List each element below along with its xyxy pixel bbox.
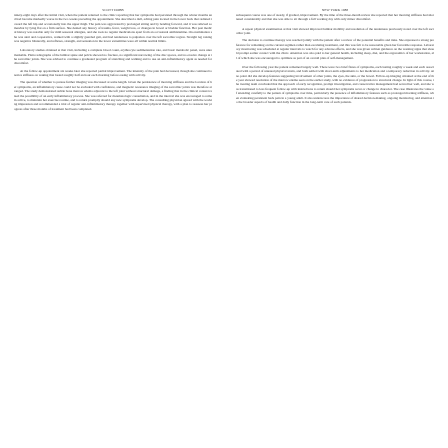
right-column [236,8,434,444]
left-running-head: SCOTT DOBB [102,8,124,12]
right-paragraph-3: The decision to continue therapy was reached jointly with the patient after a review of the potential benefits and risks. She expressed a strong preference for remaining on the current regimen rather than escalating treatment, and this was felt to be reasonable given her favorable response. Laboratory monitoring was scheduled at regular intervals to watch for any adverse effects, and she was given written guidance on the warning signs that should prompt earlier contact with the clinic. Attention was also paid to her general health, including sleep, diet, and the ergonomics of her workstation, all of which she was encouraged to optimize as part of an overall plan of self-management. [236,38,434,60]
right-paragraph-4: Over the following year the patient remained largely well. There were two brief flares of symptoms, each lasting roughly a week and each associated with a period of unusual physical strain, and both settled with short-term adjustments to her medication and a temporary reduction in activity. At no point did she develop features suggesting involvement of other joints, the eyes, the skin, or the bowel. Follow-up imaging obtained at the end of the year showed resolution of the marrow edema seen on the earlier study, with no evidence of progression to structural change. In light of this course, the treating team concluded that the approach of early recognition, prompt investigation, and conservative management had served her well, and she was transitioned to less frequent follow-up with instructions to return should her symptoms recur or change in character. The case illustrates the value of attending carefully to the pattern of symptoms over time, particularly the presence of inflammatory features such as prolonged morning stiffness, when evaluating persistent back pain in a young adult. It also underscores the importance of shared decision-making, ongoing monitoring, and attention to the broader aspects of health and daily function in the long-term care of such patients. [236,65,434,104]
right-running-head: NEW YORK 1988 [321,8,349,12]
left-paragraph-3: At the follow-up appointment six weeks later she reported partial improvement. The intensity of the pain had decreased, though she continued to notice stiffness on waking that lasted roughly half an hour each morning before easing with activity. [14,68,212,78]
left-paragraph-4: The question of whether to pursue further imaging was discussed at some length. Given the persistence of morning stiffness and the location of her symptoms, an inflammatory cause could not be excluded with confidence, and magnetic resonance imaging of the sacroiliac joints was therefore arranged. The study demonstrated subtle bone marrow edema adjacent to the left joint without structural damage, a finding that in the clinical context raised the possibility of an early inflammatory process. She was referred for rheumatologic consultation, and in the interval she was encouraged to remain active, to maintain her exercise routine, and to return promptly should any new symptoms develop. The consulting physician agreed with the working impression and recommended a trial of regular anti-inflammatory therapy together with supervised physical therapy, with a plan to reassess her progress after three months of treatment had been completed. [14,80,212,111]
left-paragraph-1: ninety-eight days after the initial visit, when the patient returned to the clinic reporting that her symptoms had persisted through the winter months and had become markedly worse in the two weeks preceding the appointment. She described a dull, aching pain located in the lower back that radiated toward the left hip and occasionally into the upper thigh. The pain was aggravated by prolonged sitting and by bending forward, and it was relieved somewhat by lying flat on a firm surface. She denied any history of trauma, fever, weight loss, or changes in bowel or bladder function. Her past medical history was notable only for mild seasonal allergies, and she took no regular medications apart from an occasional antihistamine. On examination she was alert and cooperative, walked with a slightly guarded gait, and had tenderness to palpation over the left sacroiliac region. Straight leg raising was negative bilaterally, and reflexes, strength, and sensation in the lower extremities were all within normal limits. [14,13,212,44]
right-paragraph-2: A repeat physical examination at that visit showed improved lumbar mobility and resolution of the tenderness previously noted over the left sacroiliac joint. [236,26,434,36]
left-paragraph-2: Laboratory studies obtained at that visit, including a complete blood count, erythrocyte sedimentation rate, and basic metabolic panel, were unremarkable. Plain radiographs of the lumbar spine and pelvis showed no fracture, no significant narrowing of the disc spaces, and no erosive change at the sacroiliac joints. She was advised to continue a graduated program of stretching and walking and to use an anti-inflammatory agent as needed for discomfort. [14,48,212,66]
right-paragraph-1: subsequent course was one of steady, if gradual, improvement. By the time of the three-month review she reported that her morning stiffness had shortened considerably and that she was able to sit through a full working day with only minor discomfort. [236,13,434,22]
left-column [14,8,212,444]
